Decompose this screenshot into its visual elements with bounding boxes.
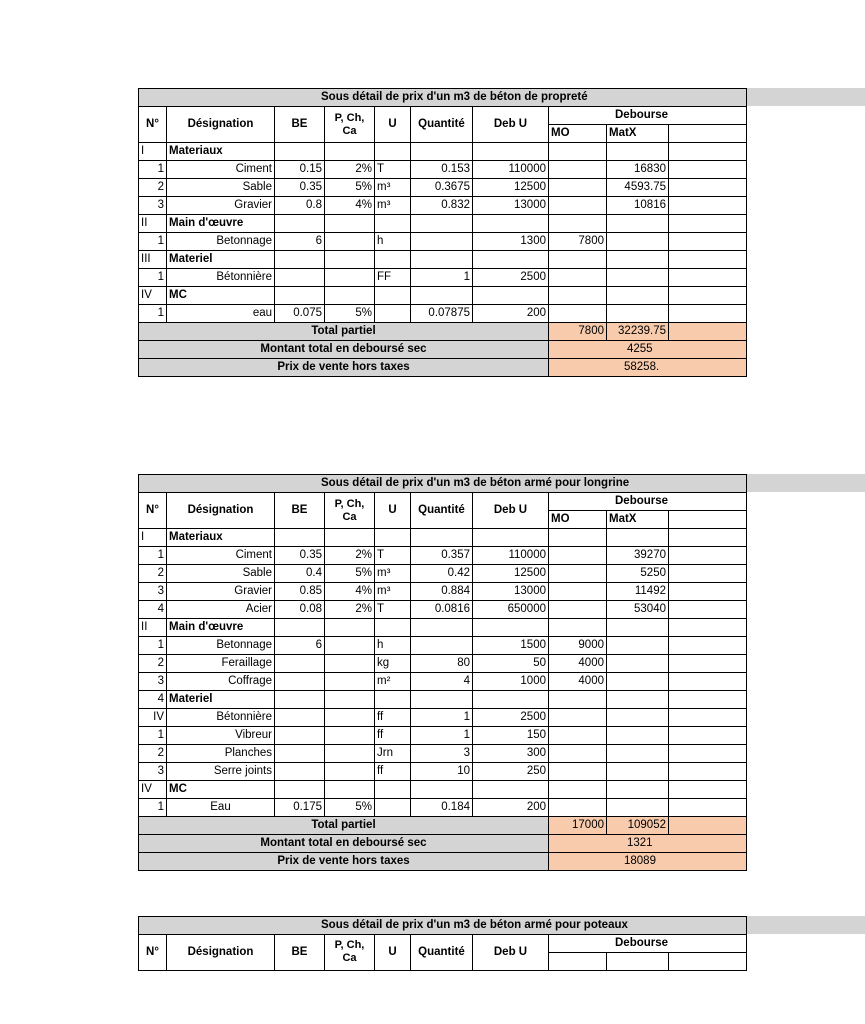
table-row: 1 Betonnage 6 h 1300 7800 xyxy=(139,233,747,251)
col-u: U xyxy=(375,107,411,143)
prix-row: Prix de vente hors taxes 58258. xyxy=(139,359,747,377)
table-row: 2 Sable 0.35 5% m³ 0.3675 12500 4593.75 xyxy=(139,179,747,197)
col-designation: Désignation xyxy=(167,493,275,529)
montant-row: Montant total en deboursé sec 1321 xyxy=(139,835,747,853)
col-quantite: Quantité xyxy=(411,493,473,529)
montant-row: Montant total en deboursé sec 4255 xyxy=(139,341,747,359)
col-n: N° xyxy=(139,107,167,143)
col-matx: MatX xyxy=(607,125,669,143)
t1-table xyxy=(138,88,747,377)
table-row: 1 Eau 0.175 5% 0.184 200 xyxy=(139,799,747,817)
col-n: N° xyxy=(139,493,167,529)
col-designation: Désignation xyxy=(167,107,275,143)
col-u: U xyxy=(375,493,411,529)
table-row: 3 Gravier 0.8 4% m³ 0.832 13000 10816 xyxy=(139,197,747,215)
t2-title: Sous détail de prix d'un m3 de béton armé pour longrine xyxy=(321,477,630,489)
col-mo: MO xyxy=(549,511,607,529)
section-row: II Main d'œuvre xyxy=(139,619,747,637)
col-pchca: P, Ch, Ca xyxy=(325,493,375,529)
col-pchca: P, Ch, Ca xyxy=(325,107,375,143)
table-row: 2 Feraillage kg 80 50 4000 xyxy=(139,655,747,673)
col-debourse: Debourse xyxy=(549,493,747,511)
section-row: II Main d'œuvre xyxy=(139,215,747,233)
table-row: 3 Gravier 0.85 4% m³ 0.884 13000 11492 xyxy=(139,583,747,601)
table-row: 1 Bétonnière FF 1 2500 xyxy=(139,269,747,287)
t3-table: Sous détail de prix d'un m3 de béton armé pour poteaux N° Désignation BE P, Ch, Ca U Quantité Deb U Debourse xyxy=(138,916,747,971)
total-row: Total partiel 17000 109052 xyxy=(139,817,747,835)
table-row: IV Bétonnière ff 1 2500 xyxy=(139,709,747,727)
section-row: I Materiaux xyxy=(139,143,747,161)
col-quantite: Quantité xyxy=(411,107,473,143)
table-row: 1 Ciment 0.35 2% T 0.357 110000 39270 xyxy=(139,547,747,565)
prix-row: Prix de vente hors taxes 18089 xyxy=(139,853,747,871)
section-row: 4 Materiel xyxy=(139,691,747,709)
table-row: 1 Vibreur ff 1 150 xyxy=(139,727,747,745)
t2-table xyxy=(138,474,747,871)
section-row: IV MC xyxy=(139,287,747,305)
col-debu: Deb U xyxy=(473,493,549,529)
table-row: 1 Betonnage 6 h 1500 9000 xyxy=(139,637,747,655)
table-row: 1 Ciment 0.15 2% T 0.153 110000 16830 xyxy=(139,161,747,179)
table-row: 2 Sable 0.4 5% m³ 0.42 12500 5250 xyxy=(139,565,747,583)
col-matx: MatX xyxy=(607,511,669,529)
col-be: BE xyxy=(275,107,325,143)
table-row: 3 Coffrage m² 4 1000 4000 xyxy=(139,673,747,691)
t1-title: Sous détail de prix d'un m3 de béton de propreté xyxy=(321,91,588,103)
col-debourse: Debourse xyxy=(549,107,747,125)
total-row: Total partiel 7800 32239.75 xyxy=(139,323,747,341)
table-row: 4 Acier 0.08 2% T 0.0816 650000 53040 xyxy=(139,601,747,619)
col-mo: MO xyxy=(549,125,607,143)
col-be: BE xyxy=(275,493,325,529)
table-row: 1 eau 0.075 5% 0.07875 200 xyxy=(139,305,747,323)
section-row: III Materiel xyxy=(139,251,747,269)
section-row: I Materiaux xyxy=(139,529,747,547)
section-row: IV MC xyxy=(139,781,747,799)
table-row: 2 Planches Jrn 3 300 xyxy=(139,745,747,763)
t3-title: Sous détail de prix d'un m3 de béton armé pour poteaux xyxy=(321,919,628,931)
col-debu: Deb U xyxy=(473,107,549,143)
table-row: 3 Serre joints ff 10 250 xyxy=(139,763,747,781)
